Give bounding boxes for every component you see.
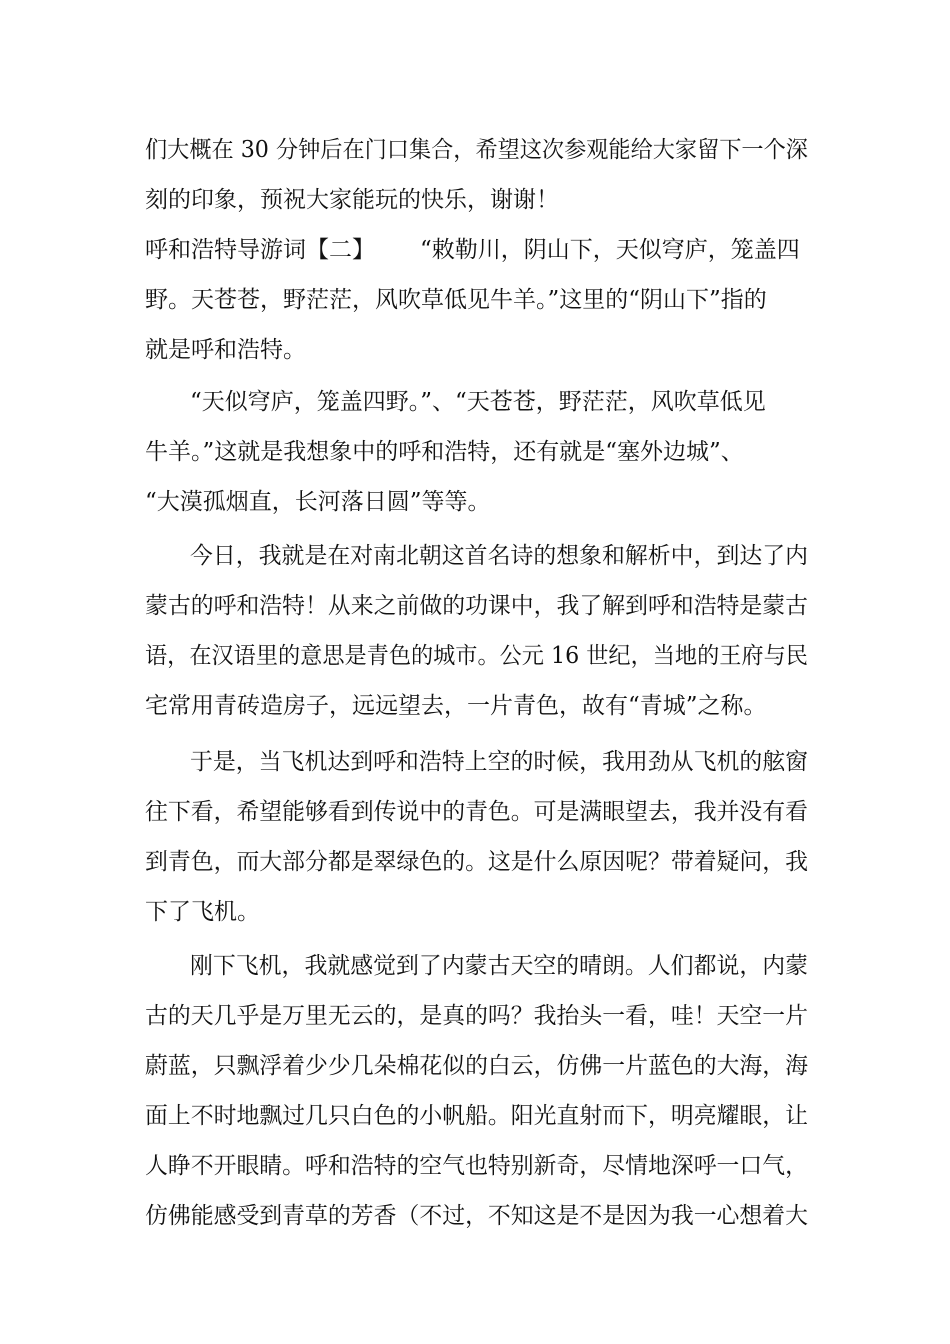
text-line xyxy=(0,130,950,170)
text-line-content: 到青色，而大部分都是翠绿色的。这是什么原因呢？带着疑问，我 xyxy=(145,849,808,875)
text-line xyxy=(0,1196,950,1236)
text-line xyxy=(0,892,950,932)
text-line-content: 往下看，希望能够看到传说中的青色。可是满眼望去，我并没有看 xyxy=(145,799,808,825)
text-line-content: 仿佛能感受到青草的芳香（不过，不知这是不是因为我一心想着大 xyxy=(145,1203,808,1229)
text-line xyxy=(0,792,950,832)
text-line-content: 们大概在 30 分钟后在门口集合，希望这次参观能给大家留下一个深 xyxy=(145,137,808,163)
text-line-content: 刚下飞机，我就感觉到了内蒙古天空的晴朗。人们都说，内蒙 xyxy=(190,953,809,979)
text-line-content: 语，在汉语里的意思是青色的城市。公元 16 世纪，当地的王府与民 xyxy=(145,643,808,669)
text-line xyxy=(0,1046,950,1086)
text-line-content: 人睁不开眼睛。呼和浩特的空气也特别新奇，尽情地深呼一口气， xyxy=(145,1153,808,1179)
text-line-content: 古的天几乎是万里无云的，是真的吗？我抬头一看，哇！天空一片 xyxy=(145,1003,808,1029)
text-line xyxy=(0,482,950,522)
text-line-content: 就是呼和浩特。 xyxy=(145,337,306,363)
text-line-content: 下了飞机。 xyxy=(145,899,260,925)
text-line-content: 蒙古的呼和浩特！从来之前做的功课中，我了解到呼和浩特是蒙古 xyxy=(145,593,808,619)
text-line-content: 野。天苍苍，野茫茫，风吹草低见牛羊。”这里的“阴山下”指的 xyxy=(145,287,767,313)
text-line-content: 今日，我就是在对南北朝这首名诗的想象和解析中，到达了内 xyxy=(190,543,809,569)
text-line-content: 宅常用青砖造房子，远远望去，一片青色，故有“青城”之称。 xyxy=(145,693,767,719)
section-heading: 呼和浩特导游词【二】 xyxy=(145,237,375,263)
text-line xyxy=(0,742,950,782)
text-line-content: 于是，当飞机达到呼和浩特上空的时候，我用劲从飞机的舷窗 xyxy=(190,749,809,775)
text-line xyxy=(0,842,950,882)
text-line-content: 蔚蓝，只飘浮着少少几朵棉花似的白云，仿佛一片蓝色的大海，海 xyxy=(145,1053,808,1079)
text-line-content: 刻的印象，预祝大家能玩的快乐，谢谢！ xyxy=(145,187,559,213)
section-heading-line xyxy=(0,230,950,270)
text-line xyxy=(0,330,950,370)
text-line xyxy=(0,1096,950,1136)
text-line-content: “敕勒川，阴山下，天似穹庐，笼盖四 xyxy=(420,237,800,263)
text-line-content: “天似穹庐，笼盖四野。”、“天苍苍，野茫茫，风吹草低见 xyxy=(190,389,766,415)
text-line xyxy=(0,586,950,626)
text-line xyxy=(0,996,950,1036)
text-line xyxy=(0,1146,950,1186)
text-line xyxy=(0,432,950,472)
text-line xyxy=(0,636,950,676)
text-line xyxy=(0,536,950,576)
text-line xyxy=(0,280,950,320)
text-line-content: 牛羊。”这就是我想象中的呼和浩特，还有就是“塞外边城”、 xyxy=(145,439,744,465)
text-line xyxy=(0,180,950,220)
text-line xyxy=(0,946,950,986)
text-line-content: “大漠孤烟直，长河落日圆”等等。 xyxy=(145,489,491,515)
text-line xyxy=(0,382,950,422)
text-line-content: 面上不时地飘过几只白色的小帆船。阳光直射而下，明亮耀眼，让 xyxy=(145,1103,808,1129)
text-line xyxy=(0,686,950,726)
